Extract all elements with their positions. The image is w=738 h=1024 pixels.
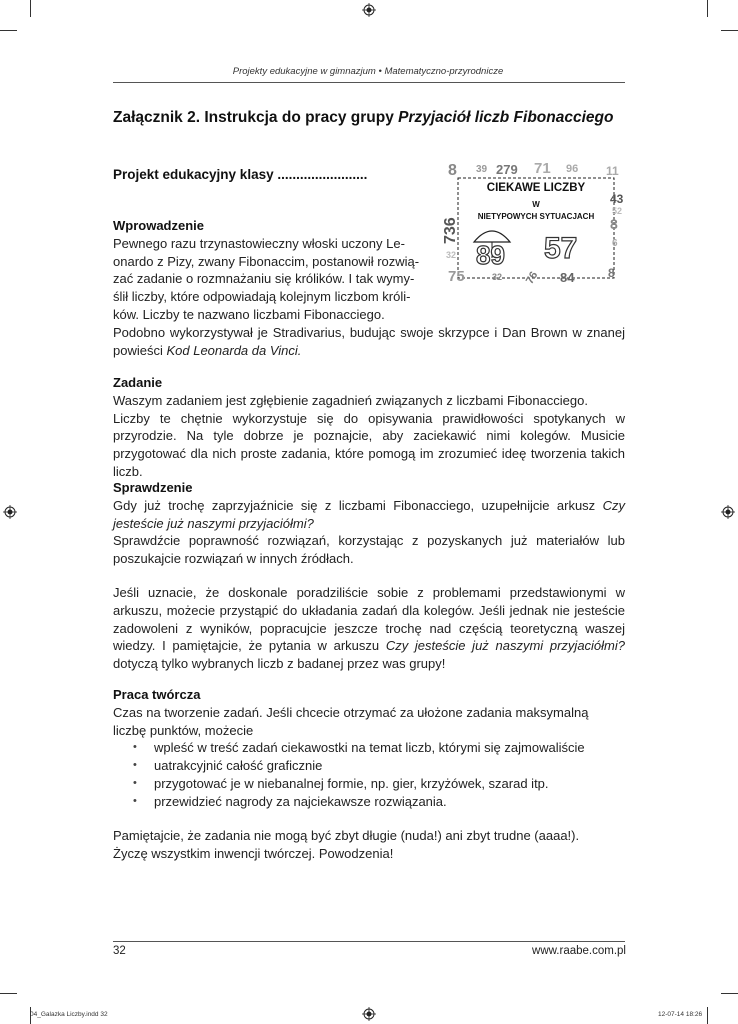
registration-mark-icon (362, 3, 376, 17)
section-intro (113, 217, 625, 359)
illustration-number: 52 (612, 206, 623, 216)
crop-mark (30, 0, 31, 17)
intro-line: onardo z Pizy, zwany Fibonaccim, postanowił rozwią- (113, 253, 420, 269)
illustration-number: 11 (606, 164, 619, 178)
check-paragraph (113, 584, 625, 673)
slug-datetime: 12-07-14 18:26 (658, 1011, 703, 1018)
illustration-number: 96 (566, 163, 579, 175)
closing-line: Życzę wszystkim inwencji twórczej. Powodzenia! (113, 845, 394, 861)
section-heading: Wprowadzenie (113, 218, 205, 233)
section-task (113, 374, 625, 481)
title-text: Załącznik 2. Instrukcja do pracy grupy (113, 109, 399, 126)
crop-mark (707, 0, 708, 17)
list-item: • wpleść w treść zadań ciekawostki na temat liczb, którymi się zajmowaliście (113, 739, 625, 757)
project-line: Projekt edukacyjny klasy ........................ (113, 167, 368, 182)
creative-intro: Czas na tworzenie zadań. Jeśli chcecie otrzymać za ułożone zadania maksymalną liczbę punktów, możecie (113, 704, 589, 738)
illustration-number: 279 (496, 162, 518, 177)
illustration-number: 39 (476, 164, 488, 175)
illustration-number: 736 (442, 217, 459, 244)
check-italic: Czy jesteście już naszymi przyjaciółmi? (385, 638, 625, 654)
running-head: Projekty edukacyjne w gimnazjum • Matematyczno-przyrodnicze (232, 66, 504, 77)
header-rule (113, 82, 625, 83)
section-creative (113, 686, 625, 811)
section-check (113, 479, 625, 568)
illustration-number: 8 (610, 216, 618, 232)
illustration-number: 8 (608, 266, 615, 280)
illustration-number: 43 (610, 192, 624, 206)
task-line: Waszym zadaniem jest zgłębienie zagadnień związanych z liczbami Fibonacciego. (113, 392, 588, 408)
illustration-number: 32 (446, 250, 457, 260)
section-heading: Praca twórcza (113, 687, 201, 702)
crop-mark (721, 30, 738, 31)
list-item: • uatrakcyjnić całość graficznie (113, 757, 625, 775)
footer-url: www.raabe.com.pl (532, 945, 626, 957)
title-italic: Przyjaciół liczb Fibonacciego (398, 109, 614, 126)
illustration-number: 71 (534, 160, 551, 177)
check-text: Jeśli uznacie, że doskonale poradziliście sobie z problemami przedstawionymi w arkuszu, możecie przystąpić do układania zadań dla kolegów. Jeśli jednak nie jesteście zadowoleni z wyników, popracujcie jeszcze trochę nad częścią teoretyczną waszej wiedzy. I pamiętajcie, że pytania w arkuszu (113, 585, 625, 654)
registration-mark-icon (721, 505, 735, 519)
closing-line: Pamiętajcie, że zadania nie mogą być zbyt długie (nuda!) ani zbyt trudne (aaaa!). (113, 828, 580, 843)
intro-line: zać zadanie o rozmnażaniu się królików. I tak wymy- (113, 271, 415, 287)
illustration-big-number: 89 (476, 240, 505, 270)
crop-mark (0, 30, 17, 31)
illustration-number: 76 (523, 269, 541, 287)
check-paragraph: Sprawdźcie poprawność rozwiązań, korzystając z pozyskanych już materiałów lub poszukajcie rozwiązań w innych źródłach. (113, 533, 625, 567)
illustration-number: 32 (492, 272, 503, 282)
crop-mark (721, 993, 738, 994)
check-paragraph (113, 497, 625, 533)
section-heading: Sprawdzenie (113, 480, 193, 495)
intro-line: Pewnego razu trzynastowieczny włoski uczony Le- (113, 235, 405, 251)
intro-line: ślił liczby, które odpowiadają kolejnym liczbom króli- (113, 289, 411, 305)
intro-line: ków. Liczby te nazwano liczbami Fibonacciego. (113, 306, 385, 322)
intro-paragraph (113, 324, 625, 360)
illustration-number: 6 (612, 238, 618, 249)
illustration-title: CIEKAWE LICZBY (486, 182, 586, 194)
illustration-number: 84 (560, 270, 575, 285)
registration-mark-icon (362, 1007, 376, 1021)
list-item: • przewidzieć nagrody za najciekawsze rozwiązania. (113, 793, 625, 811)
closing (113, 827, 625, 863)
creative-list (113, 739, 625, 810)
illustration-number: 8 (448, 162, 457, 179)
registration-mark-icon (3, 505, 17, 519)
footer-rule (113, 941, 625, 942)
check-text: Gdy już trochę zaprzyjaźnicie się z liczbami Fibonacciego, uzupełnijcie arkusz (113, 497, 603, 513)
illustration-big-number: 57 (544, 232, 578, 265)
crop-mark (707, 1007, 708, 1024)
page-number: 32 (113, 945, 126, 957)
illustration-subtitle: NIETYPOWYCH SYTUACJACH (477, 212, 595, 221)
section-heading: Zadanie (113, 375, 163, 390)
intro-text: Podobno wykorzystywał je Stradivarius, budując swoje skrzypce i Dan Brown w znanej powieści (113, 324, 625, 358)
task-paragraph: Liczby te chętnie wykorzystuje się do opisywania prawidłowości spotykanych w przyrodzie. Na tyle dobrze je poznajcie, aby zaciekawić nimi kolegów. Musicie przygotować dla nich proste zadania, które pomogą im zrozumieć ideę tworzenia takich liczb. (113, 410, 625, 479)
page-title (113, 109, 613, 127)
check-italic: Czy jesteście już naszymi przyjaciółmi? (113, 497, 625, 531)
check-text: dotyczą tylko wybranych liczb z badanej przez was grupy! (113, 656, 446, 672)
intro-italic: Kod Leonarda da Vinci. (166, 342, 302, 358)
list-item: • przygotować je w niebanalnej formie, np. gier, krzyżówek, szarad itp. (113, 775, 625, 793)
illustration-subtitle: W (532, 200, 540, 209)
crop-mark (0, 993, 17, 994)
illustration-number: 75 (448, 268, 465, 285)
slug-file: 04_Galazka Liczby.indd 32 (30, 1011, 108, 1018)
